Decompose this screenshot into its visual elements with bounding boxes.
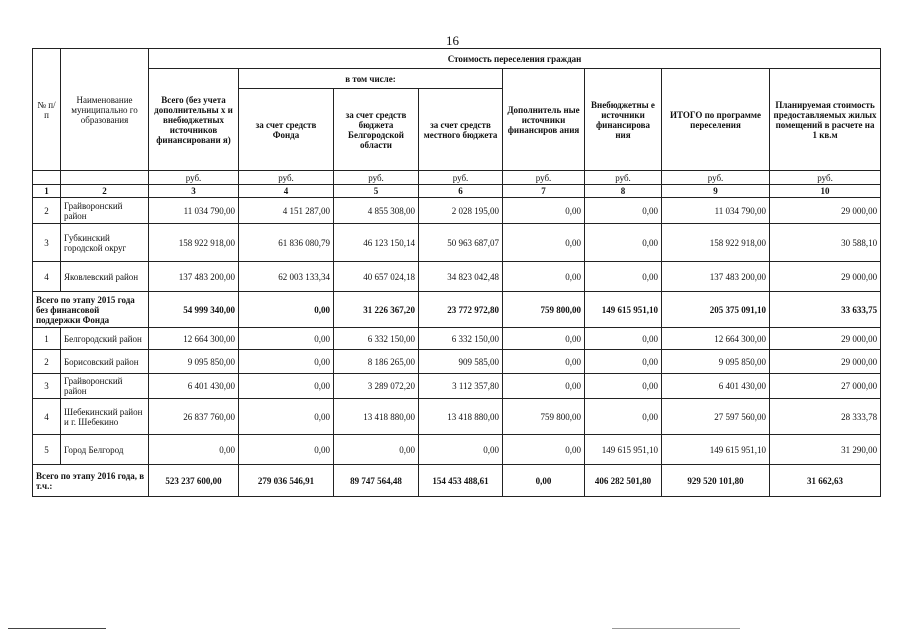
column-index: 3	[149, 185, 239, 198]
value-cell: 0,00	[585, 350, 662, 374]
value-cell: 27 597 560,00	[662, 399, 770, 435]
municipality-name: Белгородский район	[61, 328, 149, 350]
value-cell: 6 332 150,00	[419, 328, 503, 350]
header-planned: Планируемая стоимость предоставляемых жилых помещений в расчете на 1 кв.м	[770, 69, 881, 171]
value-cell: 6 401 430,00	[662, 374, 770, 399]
value-cell: 0,00	[503, 198, 585, 224]
value-cell: 11 034 790,00	[662, 198, 770, 224]
value-cell: 31 290,00	[770, 435, 881, 465]
value-cell: 2 028 195,00	[419, 198, 503, 224]
footer-rule-left	[8, 628, 106, 629]
value-cell: 0,00	[239, 328, 334, 350]
row-number: 1	[33, 328, 61, 350]
value-cell: 12 664 300,00	[149, 328, 239, 350]
value-cell: 31 662,63	[770, 465, 881, 497]
resettlement-cost-table	[32, 48, 881, 497]
value-cell: 0,00	[149, 435, 239, 465]
table-row	[33, 328, 881, 350]
value-cell: 0,00	[585, 328, 662, 350]
value-cell: 4 855 308,00	[334, 198, 419, 224]
value-cell: 0,00	[503, 224, 585, 262]
value-cell: 46 123 150,14	[334, 224, 419, 262]
unit-cell: руб.	[503, 171, 585, 185]
unit-cell: руб.	[239, 171, 334, 185]
row-number: 3	[33, 374, 61, 399]
value-cell: 0,00	[585, 399, 662, 435]
value-cell: 26 837 760,00	[149, 399, 239, 435]
value-cell: 30 588,10	[770, 224, 881, 262]
header-itogo: ИТОГО по программе переселения	[662, 69, 770, 171]
value-cell: 137 483 200,00	[662, 262, 770, 292]
column-index: 9	[662, 185, 770, 198]
row-label: Всего по этапу 2015 года без финансовой поддержки Фонда	[33, 292, 149, 328]
row-label: Всего по этапу 2016 года, в т.ч.:	[33, 465, 149, 497]
value-cell: 158 922 918,00	[149, 224, 239, 262]
value-cell: 12 664 300,00	[662, 328, 770, 350]
value-cell: 929 520 101,80	[662, 465, 770, 497]
header-additional: Дополнитель ные источники финансиров ания	[503, 69, 585, 171]
header-total: Всего (без учета дополнительны х и внебюджетных источников финансировани я)	[149, 69, 239, 171]
value-cell: 13 418 880,00	[419, 399, 503, 435]
value-cell: 89 747 564,48	[334, 465, 419, 497]
value-cell: 0,00	[503, 435, 585, 465]
column-index: 7	[503, 185, 585, 198]
value-cell: 759 800,00	[503, 292, 585, 328]
column-index: 1	[33, 185, 61, 198]
municipality-name: Яковлевский район	[61, 262, 149, 292]
value-cell: 523 237 600,00	[149, 465, 239, 497]
value-cell: 0,00	[334, 435, 419, 465]
footer-rule-right	[612, 628, 740, 629]
value-cell: 31 226 367,20	[334, 292, 419, 328]
value-cell: 0,00	[585, 374, 662, 399]
row-number: 4	[33, 399, 61, 435]
column-index: 10	[770, 185, 881, 198]
header-municipality: Наименование муниципально го образования	[61, 49, 149, 171]
value-cell: 0,00	[239, 374, 334, 399]
row-number: 4	[33, 262, 61, 292]
municipality-name: Грайворонский район	[61, 198, 149, 224]
unit-cell: руб.	[149, 171, 239, 185]
value-cell: 0,00	[503, 374, 585, 399]
table-row	[33, 224, 881, 262]
value-cell: 62 003 133,34	[239, 262, 334, 292]
table-row	[33, 262, 881, 292]
value-cell: 29 000,00	[770, 262, 881, 292]
value-cell: 9 095 850,00	[662, 350, 770, 374]
value-cell: 3 289 072,20	[334, 374, 419, 399]
row-number: 5	[33, 435, 61, 465]
unit-cell: руб.	[334, 171, 419, 185]
value-cell: 4 151 287,00	[239, 198, 334, 224]
value-cell: 406 282 501,80	[585, 465, 662, 497]
value-cell: 0,00	[239, 435, 334, 465]
value-cell: 154 453 488,61	[419, 465, 503, 497]
value-cell: 34 823 042,48	[419, 262, 503, 292]
value-cell: 50 963 687,07	[419, 224, 503, 262]
column-index: 2	[61, 185, 149, 198]
header-fund: за счет средств Фонда	[239, 89, 334, 171]
header-regional: за счет средств бюджета Белгородской области	[334, 89, 419, 171]
value-cell: 54 999 340,00	[149, 292, 239, 328]
value-cell: 0,00	[239, 399, 334, 435]
value-cell: 0,00	[503, 350, 585, 374]
row-number: 2	[33, 198, 61, 224]
value-cell: 279 036 546,91	[239, 465, 334, 497]
value-cell: 6 401 430,00	[149, 374, 239, 399]
header-cost-group: Стоимость переселения граждан	[149, 49, 881, 69]
value-cell: 6 332 150,00	[334, 328, 419, 350]
row-number: 3	[33, 224, 61, 262]
value-cell: 29 000,00	[770, 198, 881, 224]
value-cell: 0,00	[585, 262, 662, 292]
column-index: 4	[239, 185, 334, 198]
municipality-name: Губкинский городской округ	[61, 224, 149, 262]
value-cell: 40 657 024,18	[334, 262, 419, 292]
value-cell: 13 418 880,00	[334, 399, 419, 435]
table-row	[33, 198, 881, 224]
unit-cell: руб.	[662, 171, 770, 185]
total-row	[33, 465, 881, 497]
unit-cell: руб.	[419, 171, 503, 185]
value-cell: 137 483 200,00	[149, 262, 239, 292]
value-cell: 3 112 357,80	[419, 374, 503, 399]
value-cell: 23 772 972,80	[419, 292, 503, 328]
value-cell: 28 333,78	[770, 399, 881, 435]
value-cell: 149 615 951,10	[662, 435, 770, 465]
column-index: 6	[419, 185, 503, 198]
unit-cell: руб.	[585, 171, 662, 185]
value-cell: 0,00	[419, 435, 503, 465]
column-index: 8	[585, 185, 662, 198]
value-cell: 909 585,00	[419, 350, 503, 374]
value-cell: 29 000,00	[770, 328, 881, 350]
value-cell: 33 633,75	[770, 292, 881, 328]
header-including: в том числе:	[239, 69, 503, 89]
municipality-name: Шебекинский район и г. Шебекино	[61, 399, 149, 435]
value-cell: 29 000,00	[770, 350, 881, 374]
value-cell: 9 095 850,00	[149, 350, 239, 374]
row-number: 2	[33, 350, 61, 374]
header-no: № п/п	[33, 49, 61, 171]
column-index-row	[33, 185, 881, 198]
value-cell: 0,00	[239, 292, 334, 328]
value-cell: 0,00	[585, 224, 662, 262]
value-cell: 27 000,00	[770, 374, 881, 399]
value-cell: 0,00	[503, 262, 585, 292]
units-row	[33, 171, 881, 185]
value-cell: 149 615 951,10	[585, 292, 662, 328]
value-cell: 11 034 790,00	[149, 198, 239, 224]
table-row	[33, 399, 881, 435]
value-cell: 0,00	[503, 465, 585, 497]
unit-cell: руб.	[770, 171, 881, 185]
header-local: за счет средств местного бюджета	[419, 89, 503, 171]
value-cell: 61 836 080,79	[239, 224, 334, 262]
column-index: 5	[334, 185, 419, 198]
value-cell: 0,00	[585, 198, 662, 224]
table-row	[33, 350, 881, 374]
value-cell: 149 615 951,10	[585, 435, 662, 465]
value-cell: 759 800,00	[503, 399, 585, 435]
page-number: 16	[446, 33, 459, 48]
municipality-name: Борисовский район	[61, 350, 149, 374]
value-cell: 0,00	[239, 350, 334, 374]
value-cell: 8 186 265,00	[334, 350, 419, 374]
table-row	[33, 435, 881, 465]
municipality-name: Город Белгород	[61, 435, 149, 465]
value-cell: 205 375 091,10	[662, 292, 770, 328]
subtotal-row	[33, 292, 881, 328]
header-offbudget: Внебюджетны е источники финансирова ния	[585, 69, 662, 171]
value-cell: 158 922 918,00	[662, 224, 770, 262]
municipality-name: Грайворонский район	[61, 374, 149, 399]
value-cell: 0,00	[503, 328, 585, 350]
table-row	[33, 374, 881, 399]
